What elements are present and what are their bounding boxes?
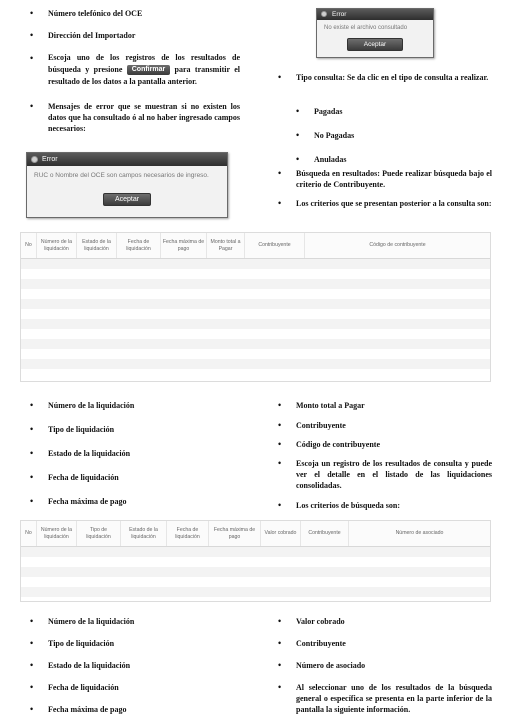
column-header[interactable]: Número de la liquidación (37, 521, 77, 546)
list-item: • Los criterios que se presentan posterior a la consulta son: (278, 198, 492, 209)
table-row[interactable] (21, 319, 490, 329)
list-item: • Número de la liquidación (30, 400, 240, 411)
table-row[interactable] (21, 309, 490, 319)
list-item: • Escoja un registro de los resultados de consulta y puede ver el detalle en el listado de las liquidaciones consolidadas. (278, 458, 492, 491)
table-row[interactable] (21, 359, 490, 369)
option-unpaid: • No Pagadas (296, 130, 492, 141)
list-item: • Código de contribuyente (278, 439, 492, 450)
list-item: • Contribuyente (278, 420, 492, 431)
error-dialog-required-fields (26, 152, 228, 218)
table-row[interactable] (21, 557, 490, 567)
liquidations-results-table (20, 232, 491, 382)
option-paid: • Pagadas (296, 106, 492, 117)
column-header[interactable]: Fecha máxima de pago (209, 521, 261, 546)
top-right-list (278, 72, 492, 93)
column-header[interactable]: Número de asociado (395, 530, 444, 537)
table-body (21, 259, 490, 379)
list-item: • Dirección del Importador (30, 30, 240, 41)
list-item: • Fecha de liquidación (30, 682, 240, 693)
table-row[interactable] (21, 299, 490, 309)
accept-button[interactable]: Aceptar (103, 193, 151, 206)
list-item: • Estado de la liquidación (30, 448, 240, 459)
list-item: • Tipo de liquidación (30, 638, 240, 649)
column-header[interactable]: Fecha de liquidación (167, 521, 209, 546)
query-type-options (296, 106, 492, 165)
list-item: • Fecha de liquidación (30, 472, 240, 483)
list-item: • Número de la liquidación (30, 616, 240, 627)
column-header[interactable]: Contribuyente (245, 233, 305, 258)
list-item: • Búsqueda en resultados: Puede realizar búsqueda bajo el criterio de Contribuyente. (278, 168, 492, 190)
table-row[interactable] (21, 269, 490, 279)
column-header[interactable]: No (21, 233, 37, 258)
list-item: • Monto total a Pagar (278, 400, 492, 411)
column-header[interactable]: Tipo de liquidación (77, 521, 121, 546)
table-row[interactable] (21, 369, 490, 379)
table-row[interactable] (21, 577, 490, 587)
list-item: • Al seleccionar uno de los resultados de la búsqueda general o específica se presenta en la parte inferior de la pantalla la siguiente información. (278, 682, 492, 715)
option-cancelled: • Anuladas (296, 154, 492, 165)
column-header[interactable]: Monto total a Pagar (207, 233, 245, 258)
list-item: • Escoja uno de los registros de los resultados de búsqueda y presione Confirmar para transmitir el resultado de los datos a la pantalla anterior. (30, 52, 240, 88)
confirm-button[interactable]: Confirmar (127, 65, 170, 75)
list-item: • Tipo de liquidación (30, 424, 240, 435)
dialog-title-bar: Error (27, 153, 227, 166)
list-item: • Estado de la liquidación (30, 660, 240, 671)
table-row[interactable] (21, 279, 490, 289)
dialog-title-bar: Error (317, 9, 433, 20)
dialog-message: RUC o Nombre del OCE son campos necesarios de ingreso. (34, 172, 209, 179)
table-row[interactable] (21, 289, 490, 299)
dialog-message: No existe el archivo consultado (324, 25, 408, 31)
search-criteria-table (20, 520, 491, 602)
table-row[interactable] (21, 547, 490, 557)
error-dialog-file-not-found (316, 8, 434, 58)
list-item: • Fecha máxima de pago (30, 704, 240, 715)
table-header (21, 233, 490, 259)
table-row[interactable] (21, 259, 490, 269)
column-header[interactable]: Fecha máxima de pago (161, 233, 207, 258)
mid-left-list (30, 400, 240, 507)
list-item: • Los criterios de búsqueda son: (278, 500, 492, 511)
column-header[interactable]: Estado de la liquidación (77, 233, 117, 258)
list-item: • Fecha máxima de pago (30, 496, 240, 507)
bottom-left-list (30, 616, 240, 715)
mid-right-list (278, 400, 492, 511)
column-header[interactable]: Estado de la liquidación (121, 521, 167, 546)
table-body (21, 547, 490, 597)
table-row[interactable] (21, 349, 490, 359)
error-icon (31, 156, 38, 163)
list-item: • Valor cobrado (278, 616, 492, 627)
table-row[interactable] (21, 587, 490, 597)
bottom-right-list (278, 616, 492, 715)
list-item: • Número telefónico del OCE (30, 8, 240, 19)
column-header[interactable]: Fecha de liquidación (117, 233, 161, 258)
top-right-list-2 (278, 168, 492, 209)
list-item: • Tipo consulta: Se da clic en el tipo de consulta a realizar. (278, 72, 492, 83)
column-header[interactable]: No (21, 521, 37, 546)
list-item: • Contribuyente (278, 638, 492, 649)
list-item: • Mensajes de error que se muestran si no existen los datos que ha consultado ó al no haber ingresado campos necesarios: (30, 101, 240, 134)
column-header[interactable]: Número de la liquidación (37, 233, 77, 258)
table-row[interactable] (21, 329, 490, 339)
column-header[interactable]: Código de contribuyente (369, 242, 426, 249)
list-item: • Número de asociado (278, 660, 492, 671)
column-header[interactable]: Valor cobrado (261, 521, 301, 546)
column-header[interactable]: Contribuyente (301, 521, 349, 546)
table-row[interactable] (21, 567, 490, 577)
accept-button[interactable]: Aceptar (347, 38, 403, 51)
top-left-list (30, 8, 240, 134)
table-row[interactable] (21, 339, 490, 349)
table-header (21, 521, 490, 547)
error-icon (321, 11, 327, 17)
